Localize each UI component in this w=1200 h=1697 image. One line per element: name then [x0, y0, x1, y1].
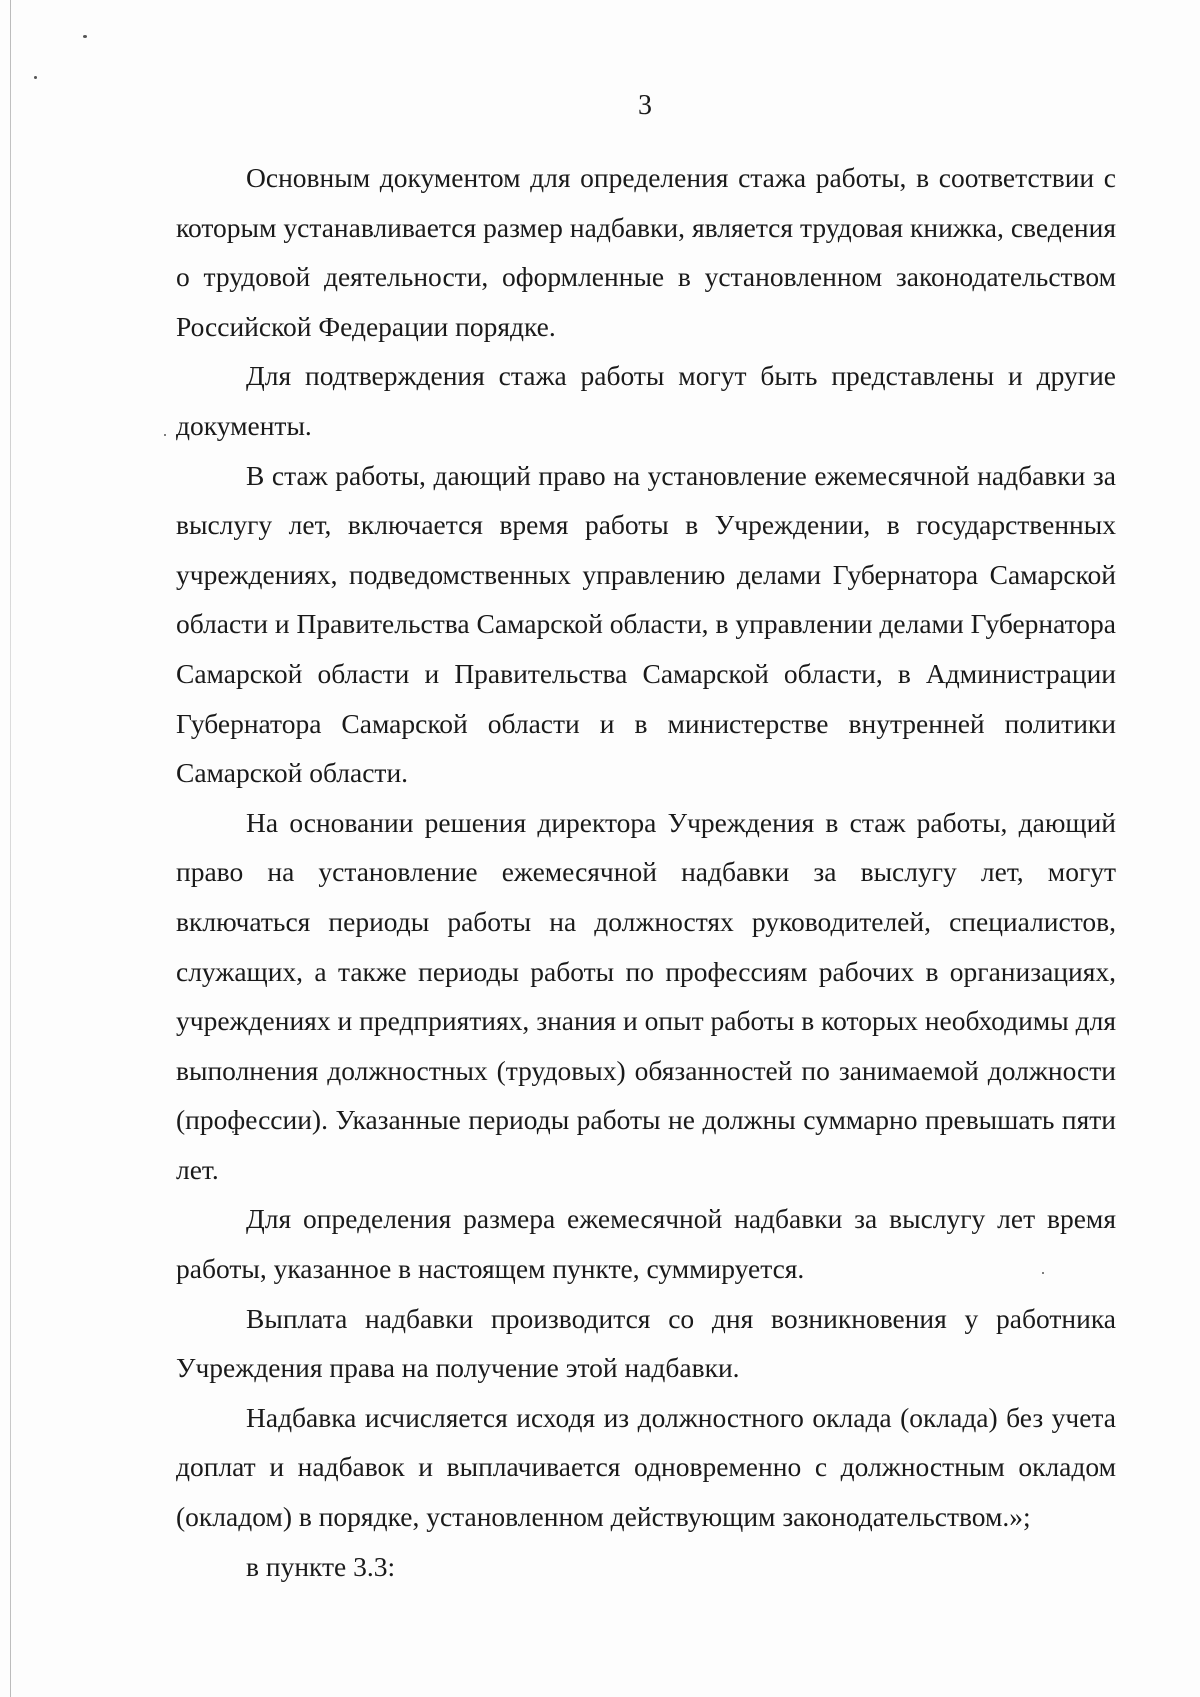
page-number: 3 [638, 90, 652, 121]
paragraph: На основании решения директора Учреждения в стаж работы, дающий право на установление ежемесячной надбавки за выслугу лет, могут включаться периоды работы на должностях руководителей, специалистов, служащих, а также периоды работы по профессиям рабочих в организациях, учреждениях и предприятиях, знания и опыт работы в которых необходимы для выполнения должностных (трудовых) обязанностей по занимаемой должности (профессии). Указанные периоды работы не должны суммарно превышать пяти лет. [176, 806, 1116, 1185]
paragraph: Для подтверждения стажа работы могут быть представлены и другие документы. [176, 360, 1116, 441]
paragraph: Для определения размера ежемесячной надбавки за выслугу лет время работы, указанное в настоящем пункте, суммируется. [176, 1203, 1116, 1285]
scan-speck [164, 434, 166, 436]
scan-edge-line [10, 0, 11, 1697]
paragraph: Выплата надбавки производится со дня возникновения у работника Учреждения права на получение этой надбавки. [176, 1302, 1116, 1384]
paragraph: в пункте 3.3: [246, 1550, 396, 1582]
scan-speck [34, 76, 37, 79]
paragraph: Надбавка исчисляется исходя из должностного оклада (оклада) без учета доплат и надбавок и выплачивается одновременно с должностным окладом (окладом) в порядке, установленном действующим законодательством.»; [176, 1401, 1116, 1533]
paragraph: Основным документом для определения стажа работы, в соответствии с которым устанавливается размер надбавки, является трудовая книжка, сведения о трудовой деятельности, оформленные в установленном законодательством Российской Федерации порядке. [176, 162, 1116, 342]
document-body [176, 153, 1116, 1591]
scan-speck [83, 35, 87, 38]
paragraph: В стаж работы, дающий право на установление ежемесячной надбавки за выслугу лет, включается время работы в Учреждении, в государственных учреждениях, подведомственных управлению делами Губернатора Самарской области и Правительства Самарской области, в управлении делами Губернатора Самарской области и Правительства Самарской области, в Администрации Губернатора Самарской области и в министерстве внутренней политики Самарской области. [176, 459, 1116, 789]
